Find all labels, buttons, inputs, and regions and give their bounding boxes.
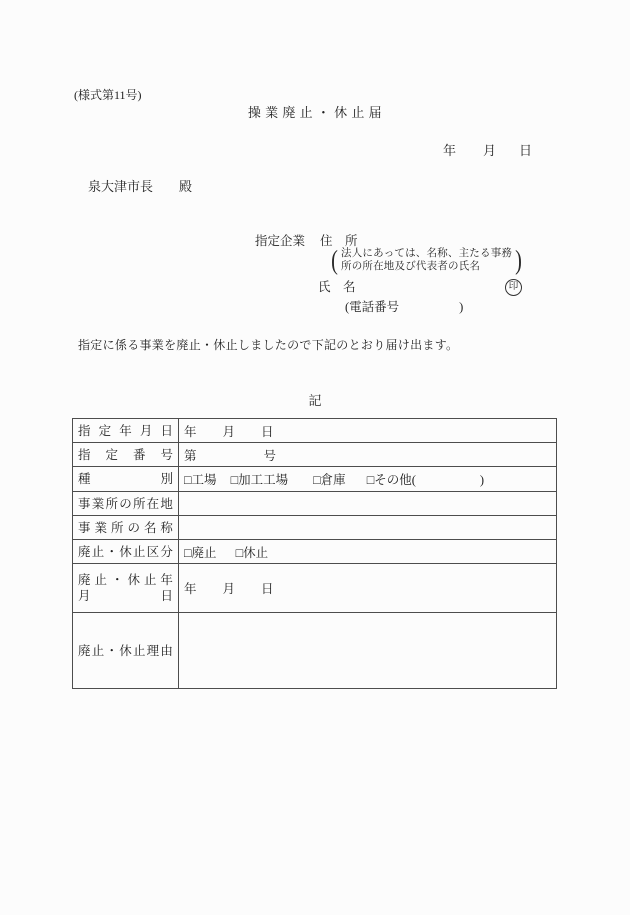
declaration-text: 指定に係る事業を廃止・休止しましたので下記のとおり届け出ます。 bbox=[78, 338, 459, 352]
closure-date-label-line2: 月 日 bbox=[78, 589, 173, 603]
addressee-honorific: 殿 bbox=[179, 179, 193, 194]
closure-reason-label: 廃 止 ・ 休 止 理 由 bbox=[78, 643, 173, 658]
applicant-company-label: 指定企業 bbox=[255, 234, 306, 248]
applicant-address-label: 住 所 bbox=[320, 234, 358, 248]
applicant-name-line bbox=[318, 277, 356, 295]
checkbox-processing-factory[interactable]: □加工工場 bbox=[230, 473, 289, 487]
note-open-paren: ( bbox=[331, 245, 338, 275]
note-line-2: 所の所在地及び代表者の氏名 bbox=[341, 261, 481, 272]
table-row bbox=[73, 540, 557, 564]
other-close-paren: ) bbox=[479, 473, 485, 487]
closure-category-label: 廃 止 ・ 休 止 区 分 bbox=[78, 544, 173, 559]
closure-date-field[interactable]: 年 月 日 bbox=[179, 564, 557, 613]
note-close-paren: ) bbox=[515, 245, 522, 275]
table-row bbox=[73, 564, 557, 613]
table-row bbox=[73, 516, 557, 540]
form-number-label: (様式第11号) bbox=[74, 88, 142, 102]
corporation-note bbox=[330, 247, 523, 273]
designation-date-label: 指 定 年 月 日 bbox=[78, 423, 173, 438]
table-row bbox=[73, 613, 557, 689]
checkbox-warehouse[interactable]: □倉庫 bbox=[313, 473, 346, 487]
checkbox-other[interactable]: □その他( bbox=[366, 473, 416, 487]
date-month-label: 月 bbox=[483, 143, 497, 158]
note-line-1: 法人にあっては、名称、主たる事務 bbox=[341, 248, 513, 259]
designation-number-label: 指 定 番 号 bbox=[78, 447, 173, 462]
table-row bbox=[73, 467, 557, 492]
closure-category-cell bbox=[179, 540, 557, 564]
closure-reason-field[interactable] bbox=[179, 613, 557, 689]
phone-number-line bbox=[345, 297, 463, 315]
table-row bbox=[73, 419, 557, 443]
checkbox-closure[interactable]: □廃止 bbox=[184, 545, 217, 560]
checkbox-suspension[interactable]: □休止 bbox=[235, 545, 269, 560]
type-options-cell bbox=[179, 467, 557, 492]
table-row bbox=[73, 443, 557, 467]
seal-mark-icon: 印 bbox=[505, 279, 522, 296]
ki-heading: 記 bbox=[308, 393, 322, 408]
type-label: 種 別 bbox=[78, 472, 173, 486]
designation-date-field[interactable]: 年 月 日 bbox=[179, 419, 557, 443]
number-suffix: 号 bbox=[263, 448, 277, 463]
date-year-label: 年 bbox=[443, 143, 457, 158]
form-title: 操 業 廃 止 ・ 休 止 届 bbox=[247, 105, 383, 120]
addressee-name: 泉大津市長 bbox=[88, 179, 154, 194]
date-day-label: 日 bbox=[519, 143, 533, 158]
note-text bbox=[341, 247, 512, 273]
closure-details-table bbox=[72, 418, 557, 689]
phone-close-paren: ) bbox=[459, 300, 464, 314]
office-address-field[interactable] bbox=[179, 492, 557, 516]
number-prefix: 第 bbox=[184, 448, 197, 463]
closure-date-label-line1: 廃 止 ・ 休 止 年 bbox=[78, 573, 173, 587]
applicant-name-label: 氏 名 bbox=[318, 280, 356, 294]
office-name-label: 事 業 所 の 名 称 bbox=[78, 520, 173, 535]
office-address-label: 事 業 所 の 所 在 地 bbox=[78, 496, 173, 511]
submission-date-line bbox=[443, 140, 532, 159]
checkbox-factory[interactable]: □工場 bbox=[184, 473, 217, 487]
table-row bbox=[73, 492, 557, 516]
designation-number-field[interactable] bbox=[179, 443, 557, 467]
addressee-line bbox=[88, 176, 192, 195]
phone-open-label: (電話番号 bbox=[345, 300, 400, 314]
office-name-field[interactable] bbox=[179, 516, 557, 540]
